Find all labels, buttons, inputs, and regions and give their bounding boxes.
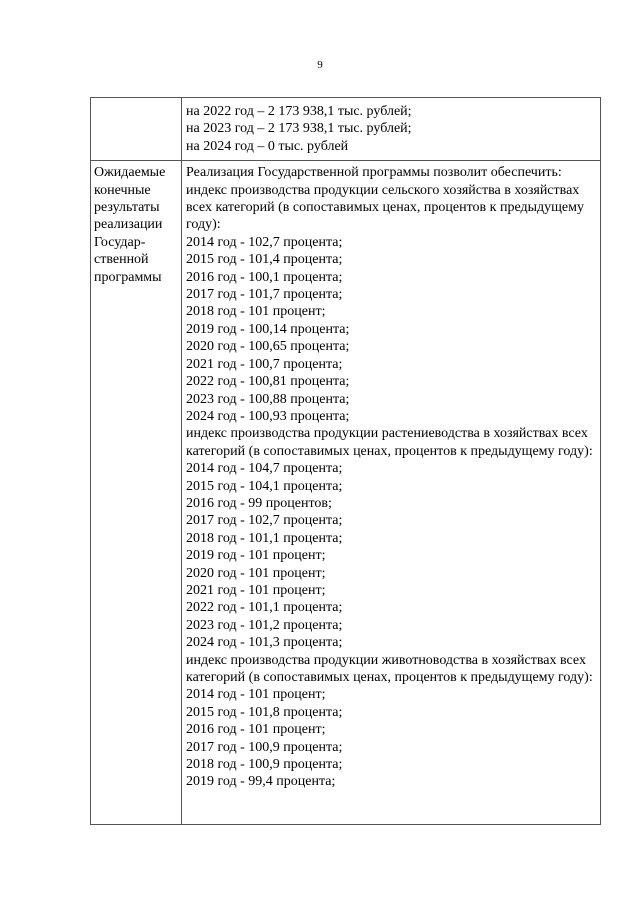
indicator-value: 2018 год - 100,9 процента; — [186, 757, 343, 773]
indicator-heading-crop-production: индекс производства продукции растениеводства в хозяйствах всех категорий (в сопоставимых ценах, процентов к предыдущему году): — [186, 426, 593, 459]
label-line: Ожидаемые — [94, 165, 166, 181]
indicator-value: 2022 год - 100,81 процента; — [186, 374, 350, 390]
indicator-heading-livestock: индекс производства продукции животноводства в хозяйствах всех категорий (в сопоставимых ценах, процентов к предыдущему году): — [186, 652, 593, 685]
indicator-value: 2024 год - 101,3 процента; — [186, 635, 343, 651]
indicator-value: 2016 год - 99 процентов; — [186, 495, 332, 511]
indicator-value: 2019 год - 99,4 процента; — [186, 774, 336, 790]
program-passport-table — [90, 97, 601, 825]
indicator-value: 2015 год - 104,1 процента; — [186, 478, 343, 494]
indicator-value: 2014 год - 102,7 процента; — [186, 234, 343, 250]
indicator-value: 2023 год - 100,88 процента; — [186, 391, 350, 407]
indicator-value: 2015 год - 101,4 процента; — [186, 252, 343, 268]
indicator-value: 2020 год - 100,65 процента; — [186, 339, 350, 355]
label-line: Государ- — [94, 234, 146, 250]
indicator-value: 2023 год - 101,2 процента; — [186, 617, 343, 633]
indicator-value: 2024 год - 100,93 процента; — [186, 408, 350, 424]
expected-results-label-cell — [91, 161, 182, 825]
financing-cell — [182, 98, 601, 161]
financing-line-2023: на 2023 год – 2 173 938,1 тыс. рублей; — [186, 121, 412, 137]
indicator-value: 2019 год - 101 процент; — [186, 548, 326, 564]
indicator-value: 2014 год - 101 процент; — [186, 687, 326, 703]
financing-line-2024: на 2024 год – 0 тыс. рублей — [186, 138, 349, 154]
indicator-value: 2017 год - 101,7 процента; — [186, 287, 343, 303]
indicator-value: 2020 год - 101 процент; — [186, 565, 326, 581]
indicator-value: 2021 год - 101 процент; — [186, 582, 326, 598]
label-line: результаты — [94, 200, 160, 216]
label-line: конечные — [94, 182, 151, 198]
indicator-heading-agriculture: индекс производства продукции сельского хозяйства в хозяйствах всех категорий (в сопоставимых ценах, процентов к предыдущему году): — [186, 182, 584, 233]
page-number: 9 — [317, 59, 323, 71]
indicator-value: 2021 год - 100,7 процента; — [186, 356, 343, 372]
indicator-value: 2017 год - 102,7 процента; — [186, 513, 343, 529]
indicator-value: 2017 год - 100,9 процента; — [186, 739, 343, 755]
indicator-value: 2022 год - 101,1 процента; — [186, 600, 343, 616]
financing-continuation-row — [91, 98, 601, 161]
expected-results-content-cell — [182, 161, 601, 825]
indicator-value: 2016 год - 101 процент; — [186, 722, 326, 738]
indicator-value: 2016 год - 100,1 процента; — [186, 269, 343, 285]
results-intro: Реализация Государственной программы позволит обеспечить: — [186, 165, 562, 181]
indicator-value: 2018 год - 101,1 процента; — [186, 530, 343, 546]
indicator-value: 2015 год - 101,8 процента; — [186, 704, 343, 720]
indicator-value: 2014 год - 104,7 процента; — [186, 461, 343, 477]
indicator-value: 2019 год - 100,14 процента; — [186, 321, 350, 337]
indicator-value: 2018 год - 101 процент; — [186, 304, 326, 320]
label-line: программы — [94, 269, 162, 285]
label-line: ственной — [94, 252, 149, 268]
expected-results-row — [91, 161, 601, 825]
financing-line-2022: на 2022 год – 2 173 938,1 тыс. рублей; — [186, 104, 412, 119]
label-line: реализации — [94, 217, 163, 233]
empty-label-cell — [91, 98, 182, 161]
